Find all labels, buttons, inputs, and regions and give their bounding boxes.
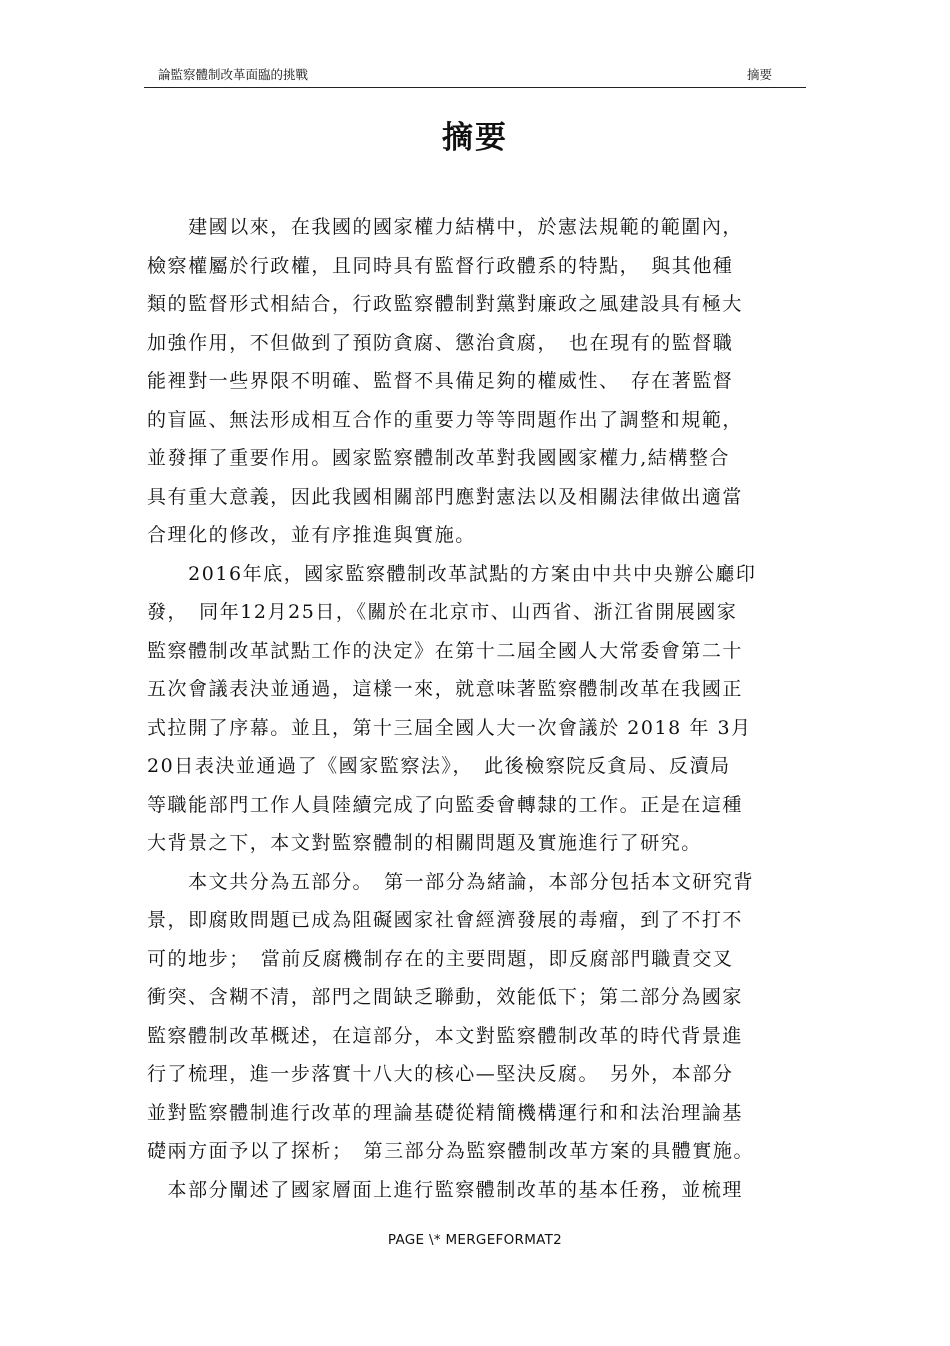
text-line: 並對監察體制進行改革的理論基礎從精簡機構運行和和法治理論基 bbox=[147, 1101, 743, 1124]
header-document-title: 論監察體制改革面臨的挑戰 bbox=[158, 67, 309, 82]
text-line: 行了梳理，進一步落實十八大的核心—堅決反腐。 另外，本部分 bbox=[147, 1063, 734, 1085]
text-line: 監察體制改革試點工作的決定》在第十二屆全國人大常委會第二十 bbox=[147, 639, 743, 662]
text-line: 大背景之下，本文對監察體制的相關問題及實施進行了研究。 bbox=[147, 832, 702, 854]
text-line: 檢察權屬於行政權，且同時具有監督行政體系的特點， 與其他種 bbox=[147, 254, 734, 277]
text-line: 加強作用，不但做到了預防貪腐、懲治貪腐， 也在現有的監督職 bbox=[147, 331, 734, 354]
page-footer: PAGE \* MERGEFORMAT2 bbox=[387, 1232, 563, 1248]
text-line: 等職能部門工作人員陸續完成了向監委會轉隸的工作。正是在這種 bbox=[147, 793, 743, 816]
text-line: 能裡對一些界限不明確、監督不具備足夠的權威性、 存在著監督 bbox=[147, 370, 734, 392]
text-line: 合理化的修改，並有序推進與實施。 bbox=[147, 524, 476, 546]
abstract-body bbox=[147, 208, 812, 1209]
text-line: 本文共分為五部分。 第一部分為緒論，本部分包括本文研究背 bbox=[147, 870, 755, 893]
text-line: 景，即腐敗問題已成為阻礙國家社會經濟發展的毒瘤，到了不打不 bbox=[147, 909, 743, 931]
text-line: 並發揮了重要作用。國家監察體制改革對我國國家權力,結構整合 bbox=[147, 447, 730, 469]
text-line: 本部分闡述了國家層面上進行監察體制改革的基本任務，並梳理 bbox=[147, 1178, 743, 1201]
running-header bbox=[144, 66, 806, 88]
page-title: 摘要 bbox=[442, 120, 508, 156]
text-line: 監察體制改革概述，在這部分，本文對監察體制改革的時代背景進 bbox=[147, 1024, 743, 1047]
text-line: 2016年底，國家監察體制改革試點的方案由中共中央辦公廳印 bbox=[147, 562, 757, 585]
text-line: 建國以來，在我國的國家權力結構中，於憲法規範的範圍內， bbox=[147, 216, 743, 238]
text-line: 式拉開了序幕。並且，第十三屆全國人大一次會議於 2018 年 3月 bbox=[147, 716, 752, 739]
text-line: 礎兩方面予以了探析； 第三部分為監察體制改革方案的具體實施。 bbox=[147, 1140, 755, 1162]
text-line: 的盲區、無法形成相互合作的重要力等等問題作出了調整和規範， bbox=[147, 408, 743, 431]
text-line: 具有重大意義，因此我國相關部門應對憲法以及相關法律做出適當 bbox=[147, 485, 743, 508]
text-line: 發， 同年12月25日，《關於在北京市、山西省、浙江省開展國家 bbox=[147, 601, 738, 623]
text-line: 五次會議表決並通過，這樣一來，就意味著監察體制改革在我國正 bbox=[147, 678, 743, 700]
text-line: 衝突、含糊不清，部門之間缺乏聯動，效能低下；第二部分為國家 bbox=[147, 986, 743, 1008]
header-section-name: 摘要 bbox=[746, 67, 772, 82]
text-line: 類的監督形式相結合，行政監察體制對黨對廉政之風建設具有極大 bbox=[147, 293, 743, 315]
text-line: 20日表決並通過了《國家監察法》， 此後檢察院反貪局、反瀆局 bbox=[147, 755, 731, 777]
text-line: 可的地步； 當前反腐機制存在的主要問題，即反腐部門職責交叉 bbox=[147, 947, 734, 970]
